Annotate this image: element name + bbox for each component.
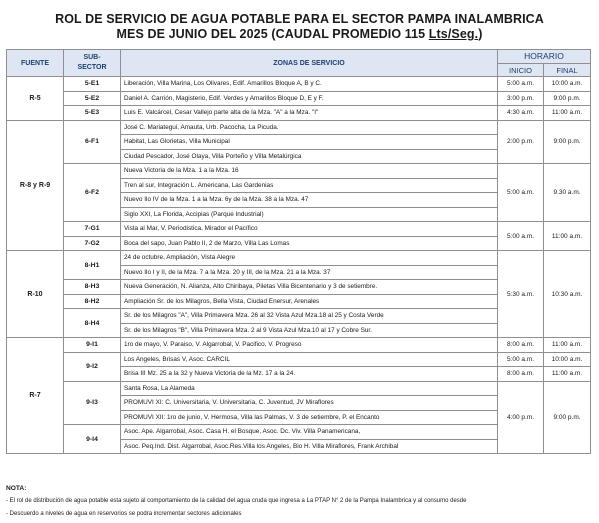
zona-cell: Ciudad Pescador, José Olaya, Villa Porteño y Villa Metalúrgica (121, 149, 498, 164)
zona-cell: Sr. de los Milagros "A", Villa Primavera Mza. 26 al 32 Vista Azul Mza.18 al 25 y Costa Verde (121, 309, 498, 324)
inicio-cell: 4:30 a.m. (498, 106, 544, 121)
header-fuente: FUENTE (7, 50, 64, 77)
table-row (7, 164, 591, 179)
zona-cell: PROMUVI XI: C. Universitaria, V. Universitaria, C. Juventud, JV Miraflores (121, 396, 498, 411)
subsector-cell: 7-G1 (64, 222, 121, 237)
table-row (7, 381, 591, 396)
flow-unit: Lts/Seg. (428, 27, 479, 41)
subsector-cell: 6-F2 (64, 164, 121, 222)
zona-cell: Sr. de los Milagros "B", Villa Primavera Mza. 2 al 9 Vista Azul Mza.10 al 17 y Cobre Sur. (121, 323, 498, 338)
notes-section (6, 482, 596, 521)
final-cell: 9:00 p.m. (544, 381, 591, 454)
table-row (7, 106, 591, 121)
final-cell: 11:00 a.m. (544, 367, 591, 382)
subsector-cell: 9-I4 (64, 425, 121, 454)
note-2: - Descuerdo a niveles de agua en reservorios se podra incrementar sectores adicionales (6, 511, 242, 517)
inicio-cell: 3:00 p.m. (498, 91, 544, 106)
zona-cell: Asoc. Ape. Algarrobal, Asoc. Casa H. el Bosque, Asoc. Dc. Viv. Villa Panamericana, (121, 425, 498, 440)
zona-cell: Brisa III Mz. 25 a la 32 y Nueva Victoria de la Mz. 17 a la 24. (121, 367, 498, 382)
zona-cell: Santa Rosa, La Alameda (121, 381, 498, 396)
inicio-cell: 4:00 p.m. (498, 381, 544, 454)
zona-cell: Los Angeles, Brisas V, Asoc. CARCIL (121, 352, 498, 367)
fuente-cell: R-10 (7, 251, 64, 338)
zona-cell: 1ro de mayo, V. Paraiso, V. Algarrobal, V. Pacifico, V. Progreso (121, 338, 498, 353)
note-1: - El rol de distribución de agua potable esta sujeto al comportamiento de la calidad del agua cruda que ingresa a La PTAP N° 2 de la Pampa Inalambrica y al consumo desde (6, 498, 467, 504)
header-horario: HORARIO (498, 50, 591, 64)
schedule-table (6, 49, 591, 454)
zona-cell: Nuevo Ilo IV de la Mza. 1 a la Mza. 6y de la Mza. 38 a la Mza. 47 (121, 193, 498, 208)
table-row (7, 251, 591, 266)
header-subsector: SUB-SECTOR (64, 50, 121, 77)
zona-cell: Tren al sur, Integración L. Americana, Las Gardenias (121, 178, 498, 193)
subsector-cell: 9-I1 (64, 338, 121, 353)
zona-cell: Siglo XXI, La Florida, Accipias (Parque Industrial) (121, 207, 498, 222)
fuente-cell: R-8 y R-9 (7, 120, 64, 251)
subsector-cell: 6-F1 (64, 120, 121, 164)
subsector-cell: 8-H4 (64, 309, 121, 338)
table-row (7, 338, 591, 353)
table-row (7, 352, 591, 367)
subsector-cell: 5-E2 (64, 91, 121, 106)
header-row (7, 50, 591, 64)
zona-cell: Nueva Victoria de la Mza. 1 a la Mza. 16 (121, 164, 498, 179)
subtitle-close: ) (478, 27, 483, 41)
zona-cell: Nueva Generación, N. Alianza, Alto Chiribaya, Piletas Villa Bicentenario y 3 de setiembre. (121, 280, 498, 295)
header-final: FINAL (544, 64, 591, 77)
final-cell: 9.30 a.m. (544, 164, 591, 222)
final-cell: 10:00 a.m. (544, 77, 591, 92)
final-cell: 9:00 p.m. (544, 120, 591, 164)
fuente-cell: R-5 (7, 77, 64, 121)
subsector-cell: 5-E1 (64, 77, 121, 92)
subsector-cell: 7-G2 (64, 236, 121, 251)
table-row (7, 222, 591, 237)
final-cell: 9:00 p.m. (544, 91, 591, 106)
subsector-cell: 8-H2 (64, 294, 121, 309)
fuente-cell: R-7 (7, 338, 64, 454)
inicio-cell: 5:00 a.m. (498, 222, 544, 251)
final-cell: 11:00 a.m. (544, 338, 591, 353)
zona-cell: José C. Mariategui, Amauta, Urb. Pacocha, La Picuda. (121, 120, 498, 135)
zona-cell: Boca del sapo, Juan Pablo II, 2 de Marzo, Villa Las Lomas (121, 236, 498, 251)
inicio-cell: 5:00 a.m. (498, 77, 544, 92)
notes-label: NOTA: (6, 485, 27, 492)
zona-cell: Vista al Mar, V. Periodistica, Mirador el Pacífico (121, 222, 498, 237)
inicio-cell: 8:00 a.m. (498, 367, 544, 382)
zona-cell: Asoc. Peq.Ind. Dist. Algarrobal, Asoc.Res.Villa los Angeles, Bio H. Villa Miraflores, Frank Archibal (121, 439, 498, 454)
zona-cell: Ampliación Sr. de los Milagros, Bella Vista, Ciudad Enersur, Arenales (121, 294, 498, 309)
inicio-cell: 5:30 a.m. (498, 251, 544, 338)
table-row (7, 77, 591, 92)
header-zonas: ZONAS DE SERVICIO (121, 50, 498, 77)
inicio-cell: 5:00 a.m. (498, 164, 544, 222)
final-cell: 11:00 a.m. (544, 106, 591, 121)
final-cell: 10:30 a.m. (544, 251, 591, 338)
subsector-cell: 5-E3 (64, 106, 121, 121)
zona-cell: Daniel A. Carrión, Magisterio, Edif. Verdes y Amarillos Bloque D, E y F. (121, 91, 498, 106)
table-row (7, 91, 591, 106)
inicio-cell: 8:00 a.m. (498, 338, 544, 353)
zona-cell: PROMUVI XII: 1ro de junio, V. Hermosa, Villa las Palmas, V. 3 de setiembre, P. el Encanto (121, 410, 498, 425)
subsector-cell: 9-I3 (64, 381, 121, 425)
subtitle-text: MES DE JUNIO DEL 2025 (CAUDAL PROMEDIO 115 (116, 27, 429, 41)
subsector-cell: 9-I2 (64, 352, 121, 381)
subsector-cell: 8-H3 (64, 280, 121, 295)
final-cell: 11:00 a.m. (544, 222, 591, 251)
zona-cell: 24 de octubre, Ampliación, Vista Alegre (121, 251, 498, 266)
header-inicio: INICIO (498, 64, 544, 77)
zona-cell: Liberación, Villa Marina, Los Olivares, Edif. Amarillos Bloque A, B y C. (121, 77, 498, 92)
zona-cell: Nuevo Ilo I y II, de la Mza. 7 a la Mza. 20 y III, de la Mza. 21 a la Mza. 37 (121, 265, 498, 280)
table-row (7, 120, 591, 135)
subsector-cell: 8-H1 (64, 251, 121, 280)
document-subtitle (0, 27, 599, 41)
inicio-cell: 5:00 a.m. (498, 352, 544, 367)
final-cell: 10:00 a.m. (544, 352, 591, 367)
zona-cell: Habitat, Las Glorietas, Villa Municipal (121, 135, 498, 150)
inicio-cell: 2:00 p.m. (498, 120, 544, 164)
document-title: ROL DE SERVICIO DE AGUA POTABLE PARA EL SECTOR PAMPA INALAMBRICA (55, 12, 544, 26)
zona-cell: Luis E. Valcárcel, Cesar Vallejo parte alta de la Mza. "A" a la Mza. "I" (121, 106, 498, 121)
